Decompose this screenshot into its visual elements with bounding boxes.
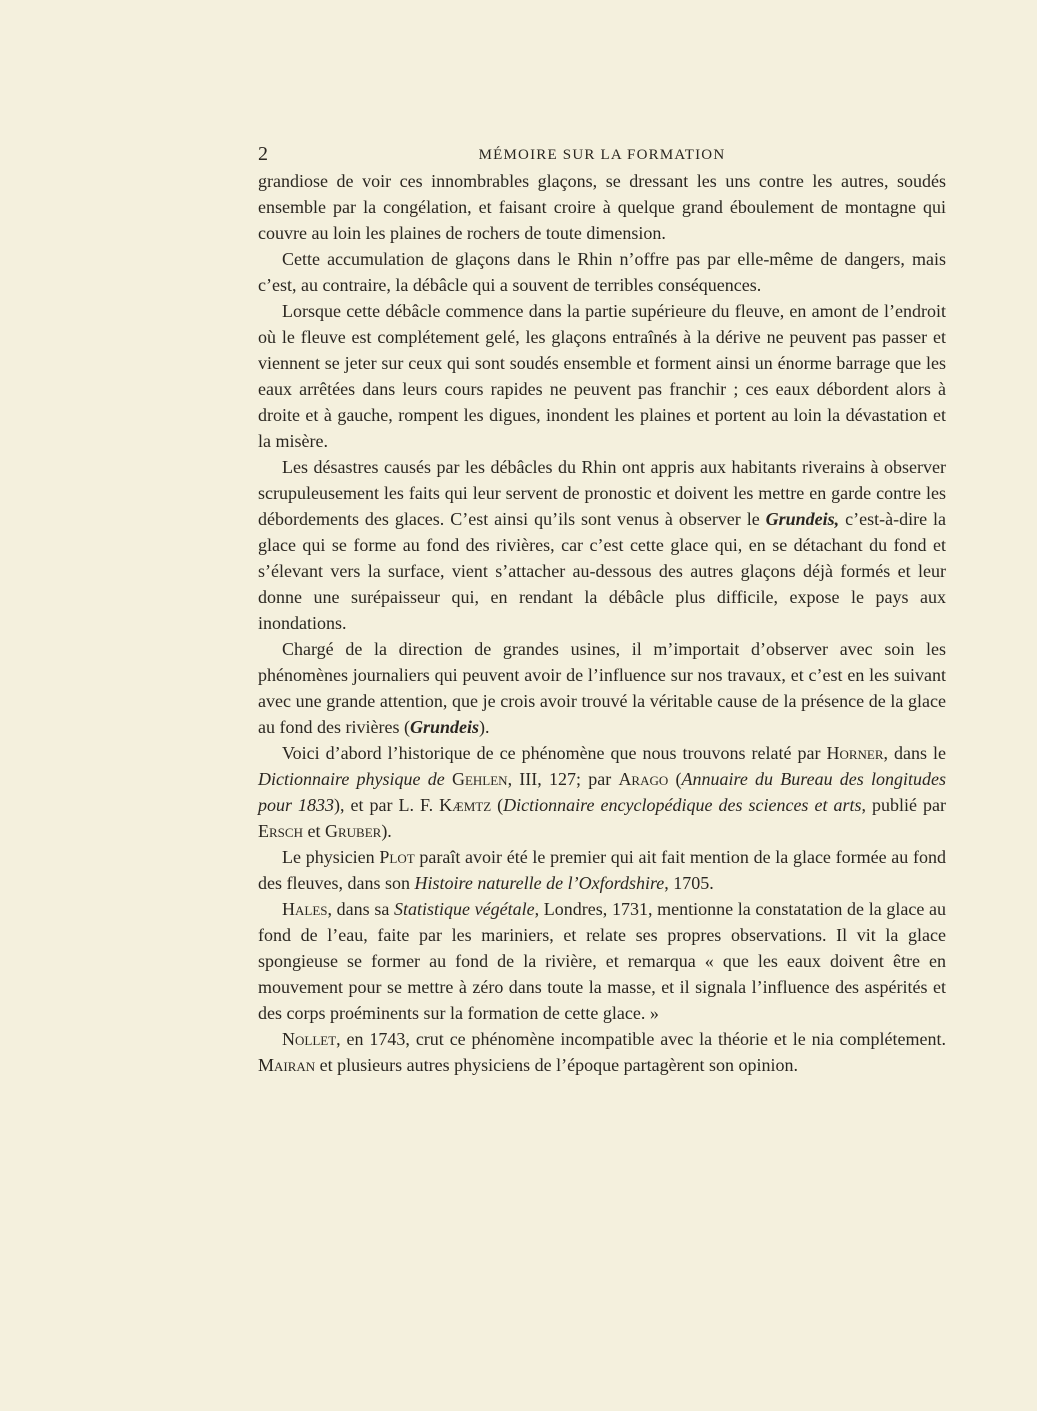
paragraph-8 bbox=[258, 896, 946, 1026]
page-number: 2 bbox=[258, 143, 268, 165]
running-title: MÉMOIRE SUR LA FORMATION bbox=[478, 147, 726, 163]
author-name: Kæmtz bbox=[439, 795, 492, 815]
author-name: Plot bbox=[379, 847, 415, 867]
paragraph-6-text-s: ). bbox=[381, 821, 392, 841]
paragraph-5-text-c: ). bbox=[478, 717, 490, 737]
paragraph-8-text-d: , Londres, 1731, mentionne la constatation de la glace au fond de l’eau, faite par les mariniers, et relate ses propres observations. Il vit la glace spongieuse se former au fond de la rivière, et remarqua « que les eaux doivent être en mouvement pour se mettre à zéro dans toute la masse, et il signala l’influence des aspérités et des corps proéminents sur la formation de cette glace. » bbox=[258, 899, 946, 1023]
paragraph-6-text-k: ), et par L. F. bbox=[334, 795, 440, 815]
paragraph-8-text-b: , dans sa bbox=[327, 899, 394, 919]
paragraph-6-text-g: , III, 127; par bbox=[507, 769, 619, 789]
paragraph-6-text-a: Voici d’abord l’historique de ce phénomène que nous trouvons relaté par bbox=[282, 743, 827, 763]
paragraph-6-text-i: ( bbox=[668, 769, 682, 789]
paragraph-6-text-o: , publié par bbox=[861, 795, 946, 815]
paragraph-6-text-e bbox=[445, 769, 452, 789]
paragraph-6-text-c: , dans le bbox=[883, 743, 947, 763]
paragraph-6 bbox=[258, 740, 946, 844]
author-name: Nollet bbox=[282, 1029, 337, 1049]
paragraph-9-text-b: , en 1743, crut ce phénomène incompatible avec la théorie et le nia complétement. bbox=[336, 1029, 946, 1049]
paragraph-5 bbox=[258, 636, 946, 740]
paragraph-7-text-c: paraît avoir été le premier qui ait fait mention de la glace formée au fond des fleuves, dans son bbox=[258, 847, 946, 893]
paragraph-4-text-c: c’est-à-dire la glace qui se forme au fond des rivières, car c’est cette glace qui, en se détachant du fond et s’élevant vers la surface, vient s’attacher au-dessous des autres glaçons déjà formés et leur donne une surépaisseur qui, en rendant la débâcle plus difficile, expose le pays aux inondations. bbox=[258, 509, 946, 633]
author-name: Mairan bbox=[258, 1055, 316, 1075]
paragraph-7-text-a: Le physicien bbox=[282, 847, 380, 867]
paragraph-4-text-a: Les désastres causés par les débâcles du Rhin ont appris aux habitants riverains à observer scrupuleusement les faits qui leur servent de pronostic et doivent les mettre en garde contre les débordements des glaces. C’est ainsi qu’ils sont venus à observer le bbox=[258, 457, 946, 529]
paragraph-6-text-m: ( bbox=[491, 795, 504, 815]
author-name: Ersch bbox=[258, 821, 303, 841]
term-grundeis: Grundeis bbox=[409, 717, 479, 737]
paragraph-7-text-e: , 1705. bbox=[664, 873, 714, 893]
paragraph-2: Cette accumulation de glaçons dans le Rhin n’offre pas par elle-même de dangers, mais c’est, au contraire, la débâcle qui a souvent de terribles conséquences. bbox=[258, 249, 946, 295]
author-name: Gruber bbox=[324, 821, 382, 841]
author-name: Horner bbox=[826, 743, 884, 763]
paragraph-4 bbox=[258, 454, 946, 636]
work-title: Statistique végétale bbox=[394, 899, 535, 919]
term-grundeis: Grundeis, bbox=[765, 509, 840, 529]
author-name: Gehlen bbox=[451, 769, 508, 789]
work-title: Histoire naturelle de l’Oxfordshire bbox=[414, 873, 665, 893]
paragraph-3: Lorsque cette débâcle commence dans la partie supérieure du fleuve, en amont de l’endroit où le fleuve est complétement gelé, les glaçons entraînés à la dérive ne peuvent pas passer et viennent se jeter sur ceux qui sont soudés ensemble et forment ainsi un énorme barrage que les eaux arrêtées dans leurs cours rapides ne peuvent pas franchir ; ces eaux débordent alors à droite et à gauche, rompent les digues, inondent les plaines et portent au loin la dévastation et la misère. bbox=[258, 301, 946, 451]
work-title: Dictionnaire physique de bbox=[258, 769, 445, 789]
paragraph-5-text-a: Chargé de la direction de grandes usines, il m’importait d’observer avec soin les phénomènes journaliers qui peuvent avoir de l’influence sur nos travaux, et c’est en les suivant avec une grande attention, que je crois avoir trouvé la véritable cause de la présence de la glace au fond des rivières ( bbox=[258, 639, 946, 737]
paragraph-1: grandiose de voir ces innombrables glaçons, se dressant les uns contre les autres, soudés ensemble par la congélation, et faisant croire à quelque grand éboulement de montagne qui couvre au loin les plaines de rochers de toute dimension. bbox=[258, 171, 946, 243]
paragraph-6-text-q: et bbox=[302, 821, 325, 841]
author-name: Arago bbox=[618, 769, 669, 789]
paragraph-9-text-d: et plusieurs autres physiciens de l’époque partagèrent son opinion. bbox=[315, 1055, 799, 1075]
work-title: Annuaire du Bureau des longitudes pour 1833 bbox=[258, 769, 947, 815]
page-header bbox=[258, 144, 946, 166]
paragraph-9 bbox=[258, 1026, 946, 1078]
work-title: Dictionnaire encyclopédique des sciences et arts bbox=[503, 795, 862, 815]
author-name: Hales bbox=[282, 899, 328, 919]
body-text bbox=[258, 168, 946, 1078]
paragraph-7 bbox=[258, 844, 946, 896]
